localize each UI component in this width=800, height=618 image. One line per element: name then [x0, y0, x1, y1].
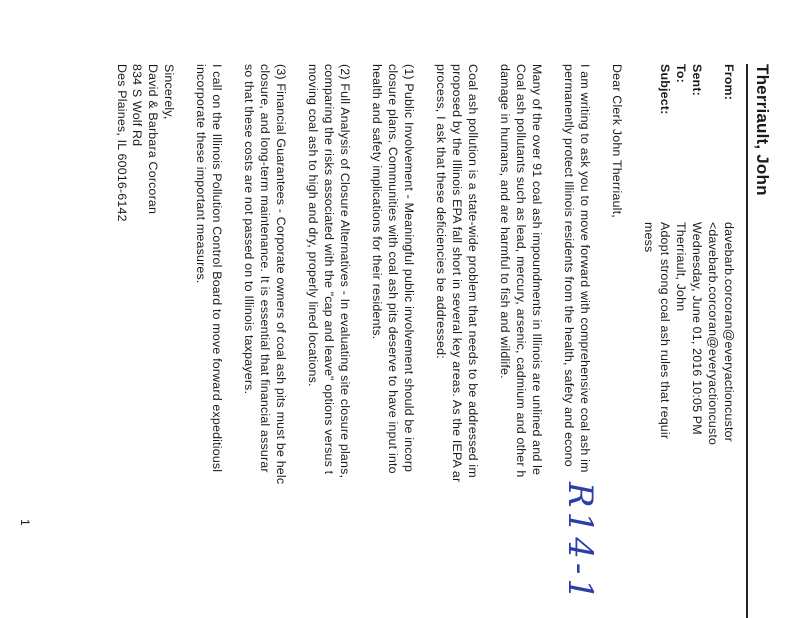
paragraph-intro	[560, 64, 592, 473]
valediction: Sincerely,	[162, 64, 176, 120]
text-line: I am writing to ask you to move forward with comprehensive coal ash im	[578, 64, 592, 473]
paragraph-point-1	[369, 64, 416, 474]
text-line: (1) Public Involvement - Meaningful public involvement should be incorp	[402, 64, 416, 473]
text-line: health and safety implications for their residents.	[370, 64, 385, 340]
paragraph-impoundments	[497, 64, 544, 477]
to-label: To:	[674, 64, 688, 83]
subject-line1: Adopt strong coal ash rules that requir	[658, 222, 672, 440]
from-label: From:	[722, 64, 736, 101]
text-line: closure, and long-term maintenance. It is essential that financial assurar	[258, 64, 273, 473]
signature-block	[113, 64, 176, 222]
paragraph-point-2	[305, 64, 352, 478]
text-line: process, I ask that these deficiencies be addressed:	[434, 64, 449, 359]
signer-names: David & Barbara Corcoran	[146, 64, 161, 215]
paragraph-closing	[192, 64, 224, 472]
text-line: proposed by the Illinois EPA fall short in several key areas. As the IEPA ar	[450, 64, 465, 483]
text-line: closure plans. Communities with coal ash pits deserve to have input into	[386, 64, 401, 474]
text-line: Many of the over 91 coal ash impoundments in Illinois are unlined and le	[530, 64, 544, 476]
text-line: comparing the risks associated with the "cap and leave" options versus t	[322, 64, 337, 475]
text-line: (2) Full Analysis of Closure Alternatives - In evaluating site closure plans,	[338, 64, 352, 479]
text-line: Coal ash pollutants such as lead, mercury, arsenic, cadmium and other h	[514, 64, 529, 478]
text-line: Coal ash pollution is a state-wide problem that needs to be addressed im	[466, 64, 480, 478]
text-line: permanently protect Illinois residents from the health, safety and econo	[562, 64, 577, 467]
text-line: I call on the Illinois Pollution Control Board to move forward expeditiousl	[210, 64, 224, 473]
sent-label: Sent:	[690, 64, 704, 96]
text-line: so that these costs are not passed on to Illinois taxpayers.	[242, 64, 257, 395]
text-line: moving coal ash to high and dry, properly lined locations.	[306, 64, 321, 387]
handwritten-docket-mark: R14-1	[560, 482, 600, 604]
page-number: 1	[18, 519, 32, 526]
subject-label: Subject:	[658, 64, 672, 115]
from-email-line1: davebarb.corcoran@everyactioncustor	[722, 222, 736, 443]
subject-line2: mess	[642, 222, 656, 253]
from-email-line2: <davebarb.corcoran@everyactioncusto	[706, 222, 720, 446]
title-rule	[746, 64, 748, 618]
signer-city: Des Plaines, IL 60016-6142	[114, 64, 129, 222]
text-line: incorporate these important measures.	[194, 64, 209, 284]
salutation: Dear Clerk John Therriault,	[610, 64, 624, 218]
signer-street: 834 S Wolf Rd	[130, 64, 145, 147]
letter-body	[18, 64, 772, 618]
text-line: (3) Financial Guarantees - Corporate owners of coal ash pits must be helc	[274, 64, 288, 485]
sent-value: Wednesday, June 01, 2016 10:05 PM	[690, 222, 704, 435]
text-line: damage in humans, and are harmful to fish and wildlife.	[498, 64, 513, 379]
recipient-name-title: Therriault, John	[753, 64, 772, 196]
paragraph-point-3	[241, 64, 288, 484]
paragraph-statewide	[433, 64, 480, 482]
to-value: Therriault, John	[674, 222, 688, 312]
